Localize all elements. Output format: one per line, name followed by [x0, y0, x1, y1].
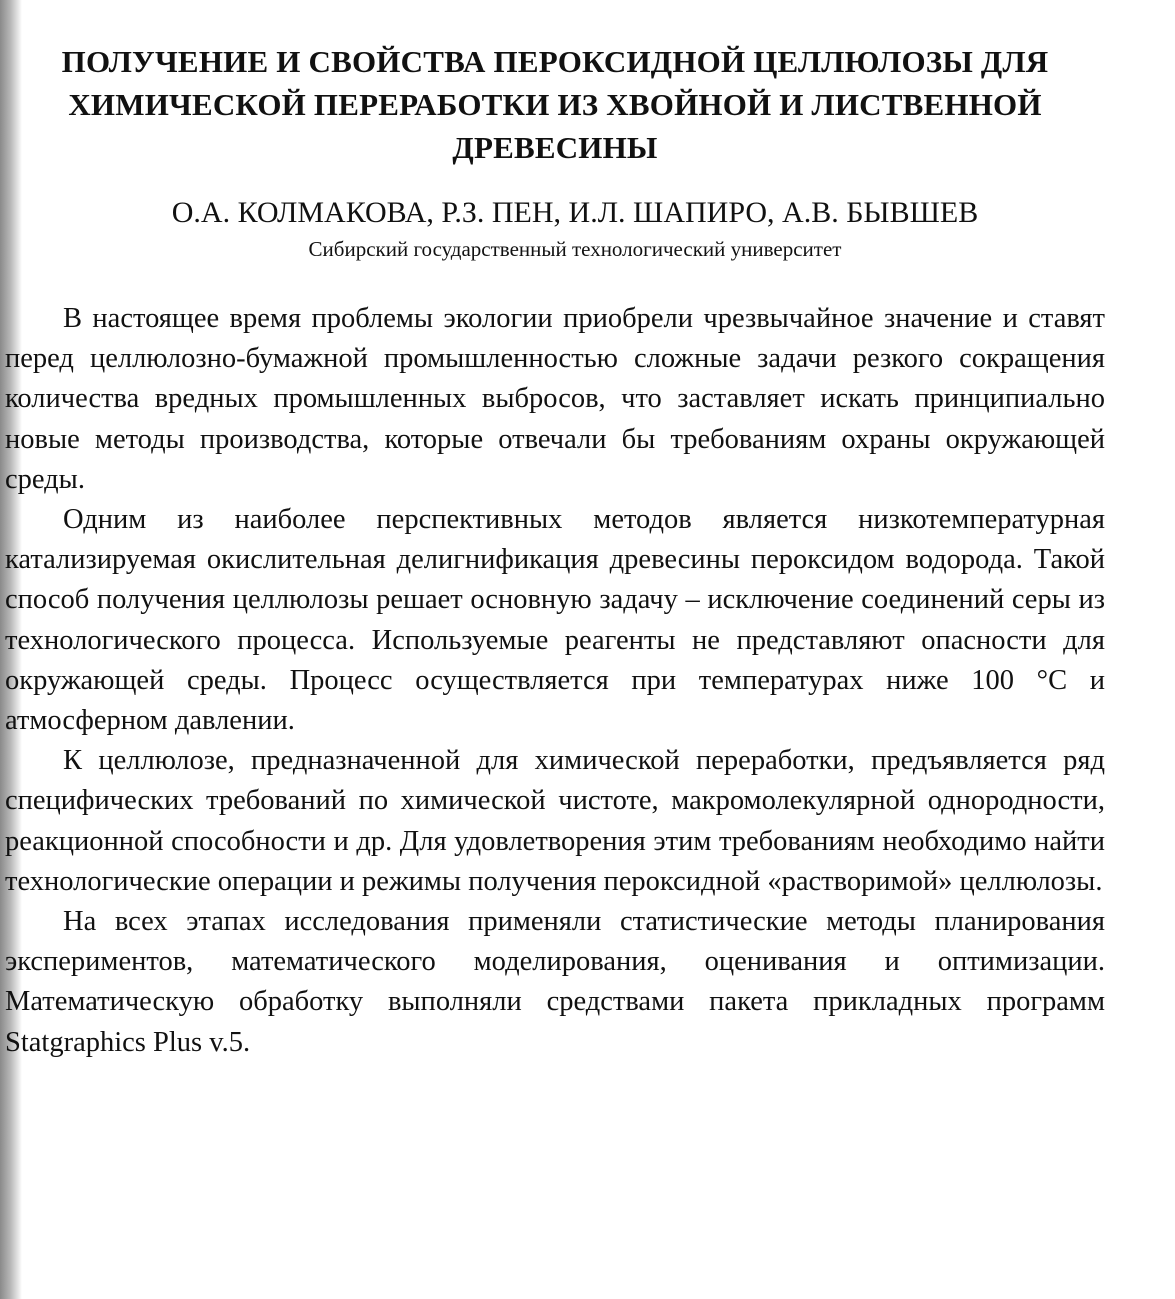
paragraph-4: На всех этапах исследования применяли статистические методы планирования экспериментов, математического моделирования, оценивания и оптимизации. Математическую обработку выполняли средствами пакета прикладных программ Statgraphics Plus v.5.	[5, 906, 1105, 1058]
article-title: ПОЛУЧЕНИЕ И СВОЙСТВА ПЕРОКСИДНОЙ ЦЕЛЛЮЛОЗЫ ДЛЯ ХИМИЧЕСКОЙ ПЕРЕРАБОТКИ ИЗ ХВОЙНОЙ И ЛИСТВЕННОЙ ДРЕВЕСИНЫ	[61, 44, 1049, 165]
paragraph-3: К целлюлозе, предназначенной для химической переработки, предъявляется ряд специфических требований по химической чистоте, макромолекулярной однородности, реакционной способности и др. Для удовлетворения этим требованиям необходимо найти технологические операции и режимы получения пероксидной «растворимой» целлюлозы.	[5, 745, 1105, 897]
article-affiliation: Сибирский государственный технологический университет	[308, 237, 842, 261]
paragraph-1: В настоящее время проблемы экологии приобрели чрезвычайное значение и ставят перед целлюлозно-бумажной промышленностью сложные задачи резкого сокращения количества вредных промышленных выбросов, что заставляет искать принципиально новые методы производства, которые отвечали бы требованиям охраны окружающей среды.	[5, 303, 1105, 495]
article-body	[5, 299, 1105, 1063]
paragraph-2: Одним из наиболее перспективных методов является низкотемпературная катализируемая окислительная делигнификация древесины пероксидом водорода. Такой способ получения целлюлозы решает основную задачу – исключение соединений серы из технологического процесса. Используемые реагенты не представляют опасности для окружающей среды. Процесс осуществляется при температурах ниже 100 °С и атмосферном давлении.	[5, 504, 1105, 737]
article-page	[5, 40, 1105, 1063]
article-authors: О.А. КОЛМАКОВА, Р.З. ПЕН, И.Л. ШАПИРО, А.В. БЫВШЕВ	[171, 196, 979, 229]
